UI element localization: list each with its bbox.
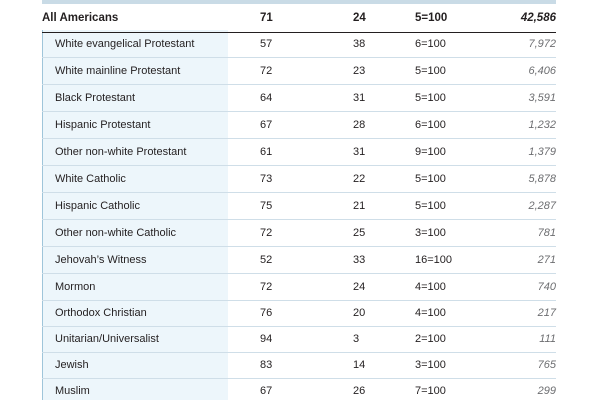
table-row <box>42 378 556 400</box>
row-col-b: 28 <box>353 118 366 131</box>
table-row <box>42 193 556 220</box>
row-col-a: 67 <box>260 118 273 131</box>
row-label: White Catholic <box>55 172 126 185</box>
total-sample: 42,586 <box>520 11 556 24</box>
table-row <box>42 274 556 301</box>
row-col-a: 57 <box>260 37 273 50</box>
row-col-c: 6=100 <box>415 118 446 131</box>
row-col-a: 64 <box>260 91 273 104</box>
row-col-a: 52 <box>260 253 273 266</box>
row-sample: 765 <box>537 358 556 371</box>
table-row <box>42 58 556 85</box>
row-sample: 299 <box>537 384 556 397</box>
row-col-b: 38 <box>353 37 366 50</box>
row-col-c: 7=100 <box>415 384 446 397</box>
row-sample: 6,406 <box>528 64 556 77</box>
row-col-b: 21 <box>353 199 366 212</box>
row-sample: 2,287 <box>528 199 556 212</box>
row-label: Black Protestant <box>55 91 136 104</box>
table-row <box>42 352 556 379</box>
row-label: Other non-white Protestant <box>55 145 187 158</box>
row-col-c: 3=100 <box>415 358 446 371</box>
row-label: Mormon <box>55 280 96 293</box>
row-sample: 217 <box>537 306 556 319</box>
row-col-b: 31 <box>353 91 366 104</box>
row-col-c: 5=100 <box>415 91 446 104</box>
row-col-a: 94 <box>260 332 273 345</box>
row-col-c: 6=100 <box>415 37 446 50</box>
row-col-b: 25 <box>353 226 366 239</box>
row-sample: 3,591 <box>528 91 556 104</box>
row-label: White evangelical Protestant <box>55 37 195 50</box>
row-col-c: 5=100 <box>415 172 446 185</box>
row-col-c: 4=100 <box>415 306 446 319</box>
row-col-b: 33 <box>353 253 366 266</box>
table-row <box>42 112 556 139</box>
table-row <box>42 247 556 274</box>
row-label: Orthodox Christian <box>55 306 147 319</box>
row-label: Jehovah’s Witness <box>55 253 147 266</box>
row-label: Hispanic Protestant <box>55 118 151 131</box>
row-col-a: 73 <box>260 172 273 185</box>
row-label: Other non-white Catholic <box>55 226 177 239</box>
row-col-c: 5=100 <box>415 199 446 212</box>
total-col-a: 71 <box>260 11 273 24</box>
table-row <box>42 220 556 247</box>
row-sample: 1,379 <box>528 145 556 158</box>
row-sample: 271 <box>537 253 556 266</box>
table-row <box>42 300 556 327</box>
row-label: Jewish <box>55 358 89 371</box>
row-col-c: 9=100 <box>415 145 446 158</box>
row-col-b: 24 <box>353 280 366 293</box>
row-col-a: 83 <box>260 358 273 371</box>
row-col-b: 20 <box>353 306 366 319</box>
row-col-a: 76 <box>260 306 273 319</box>
row-sample: 7,972 <box>528 37 556 50</box>
row-col-a: 72 <box>260 64 273 77</box>
row-col-b: 22 <box>353 172 366 185</box>
row-sample: 1,232 <box>528 118 556 131</box>
table-row <box>42 139 556 166</box>
row-label: Unitarian/Universalist <box>55 332 159 345</box>
row-col-a: 61 <box>260 145 273 158</box>
row-sample: 111 <box>539 332 556 345</box>
total-col-b: 24 <box>353 11 366 24</box>
row-col-b: 31 <box>353 145 366 158</box>
row-sample: 5,878 <box>528 172 556 185</box>
row-col-c: 3=100 <box>415 226 446 239</box>
row-col-c: 16=100 <box>415 253 453 266</box>
row-sample: 740 <box>537 280 556 293</box>
row-col-b: 26 <box>353 384 366 397</box>
row-col-c: 5=100 <box>415 64 446 77</box>
total-col-c: 5=100 <box>415 11 448 24</box>
total-row <box>42 3 556 33</box>
table-row <box>42 31 556 58</box>
table-row <box>42 85 556 112</box>
row-label: Hispanic Catholic <box>55 199 140 212</box>
table-row <box>42 326 556 353</box>
row-col-b: 23 <box>353 64 366 77</box>
row-col-b: 14 <box>353 358 366 371</box>
row-col-a: 72 <box>260 280 273 293</box>
row-col-a: 67 <box>260 384 273 397</box>
row-col-b: 3 <box>353 332 360 345</box>
row-label: Muslim <box>55 384 90 397</box>
row-label: White mainline Protestant <box>55 64 181 77</box>
total-label: All Americans <box>42 11 119 24</box>
row-sample: 781 <box>537 226 556 239</box>
row-col-c: 4=100 <box>415 280 446 293</box>
row-col-c: 2=100 <box>415 332 446 345</box>
row-col-a: 72 <box>260 226 273 239</box>
row-col-a: 75 <box>260 199 273 212</box>
table-row <box>42 166 556 193</box>
